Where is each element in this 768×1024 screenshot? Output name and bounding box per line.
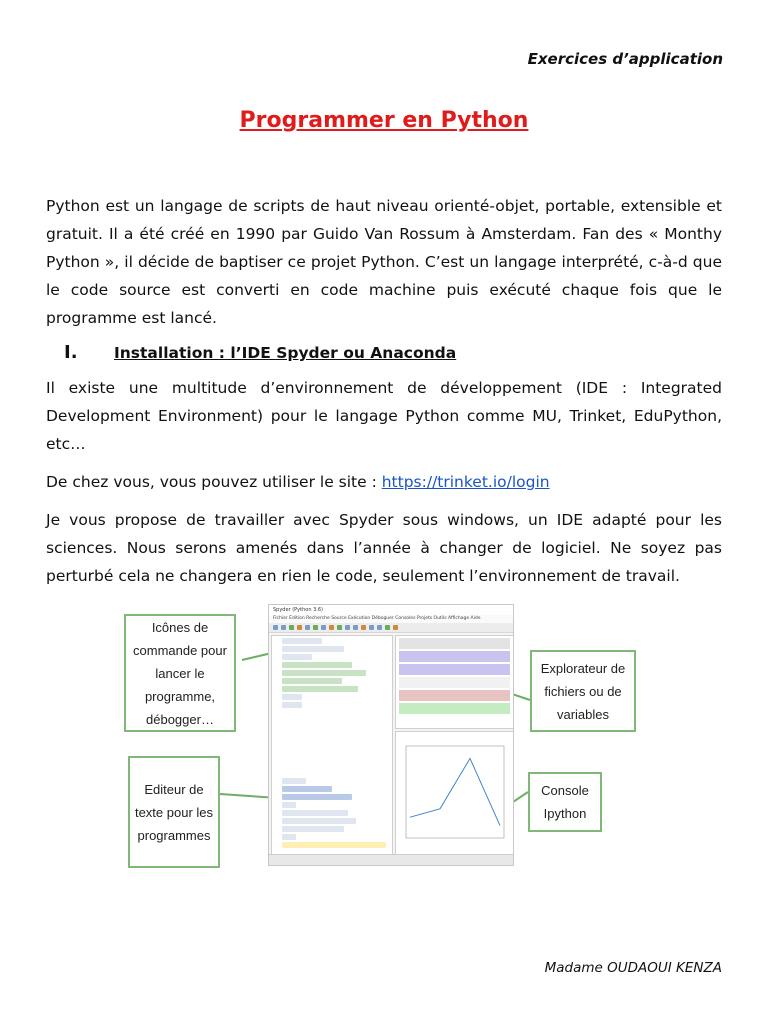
site-paragraph — [46, 468, 722, 496]
save-icon — [289, 625, 294, 630]
ipython-console-pane — [395, 731, 514, 857]
open-icon — [297, 625, 302, 630]
intro-paragraph: Python est un langage de scripts de haut niveau orienté-objet, portable, extensible et gratuit. Il a été créé en 1990 par Guido Van Rossum à Amsterdam. Fan des « Monthy Python », il décide de baptiser ce projet Python. C’est un langage interprété, c-à-d que le code source est converti en code machine puis exécuté chaque fois que le programme est lancé. — [46, 197, 722, 327]
callout-console: Console Ipython — [528, 772, 602, 832]
trinket-link[interactable]: https://trinket.io/login — [381, 473, 550, 491]
site-text: De chez vous, vous pouvez utiliser le site : — [46, 473, 382, 491]
forward-icon — [385, 625, 390, 630]
spyder-statusbar — [269, 854, 513, 865]
settings-icon — [345, 625, 350, 630]
maximize-icon — [361, 625, 366, 630]
callout-explorer: Explorateur de fichiers ou de variables — [530, 650, 636, 732]
new-file-icon — [305, 625, 310, 630]
continue-icon — [329, 625, 334, 630]
spyder-menubar: Fichier Édition Recherche Source Exécution Déboguer Consoles Projets Outils Affichage Aide — [269, 615, 513, 623]
section-number: I. — [64, 342, 78, 363]
spyder-paragraph: Je vous propose de travailler avec Spyder sous windows, un IDE adapté pour les sciences. Nous serons amenés dans l’année à changer de logiciel. Ne soyez pas perturbé cela ne changera en rien le code, seulement l’environnement de travail. — [46, 511, 722, 585]
editor-pane — [271, 635, 393, 857]
ide-paragraph: Il existe une multitude d’environnement de développement (IDE : Integrated Development Environment) pour le langage Python comme MU, Trinket, EduPython, etc… — [46, 379, 722, 453]
profile-icon — [337, 625, 342, 630]
back-icon — [377, 625, 382, 630]
search-icon — [393, 625, 398, 630]
console-plot — [396, 732, 511, 854]
callout-commands: Icônes de commande pour lancer le programme, débogger… — [124, 614, 236, 732]
header-label: Exercices d’application — [527, 50, 723, 68]
debug-icon — [281, 625, 286, 630]
footer-author: Madame OUDAOUI KENZA — [544, 960, 722, 976]
step-icon — [313, 625, 318, 630]
callout-editor: Editeur de texte pour les programmes — [128, 756, 220, 868]
run-icon — [273, 625, 278, 630]
spyder-titlebar: Spyder (Python 3.6) — [269, 605, 513, 615]
console-plot-line — [410, 758, 500, 825]
folder-icon — [369, 625, 374, 630]
section-heading — [64, 342, 456, 363]
variable-explorer-pane — [395, 635, 514, 729]
stop-icon — [321, 625, 326, 630]
spyder-toolbar — [269, 623, 513, 633]
page-title: Programmer en Python — [239, 108, 529, 133]
python-path-icon — [353, 625, 358, 630]
section-title: Installation : l’IDE Spyder ou Anaconda — [114, 344, 457, 362]
spyder-figure — [124, 604, 634, 866]
spyder-screenshot — [268, 604, 514, 866]
